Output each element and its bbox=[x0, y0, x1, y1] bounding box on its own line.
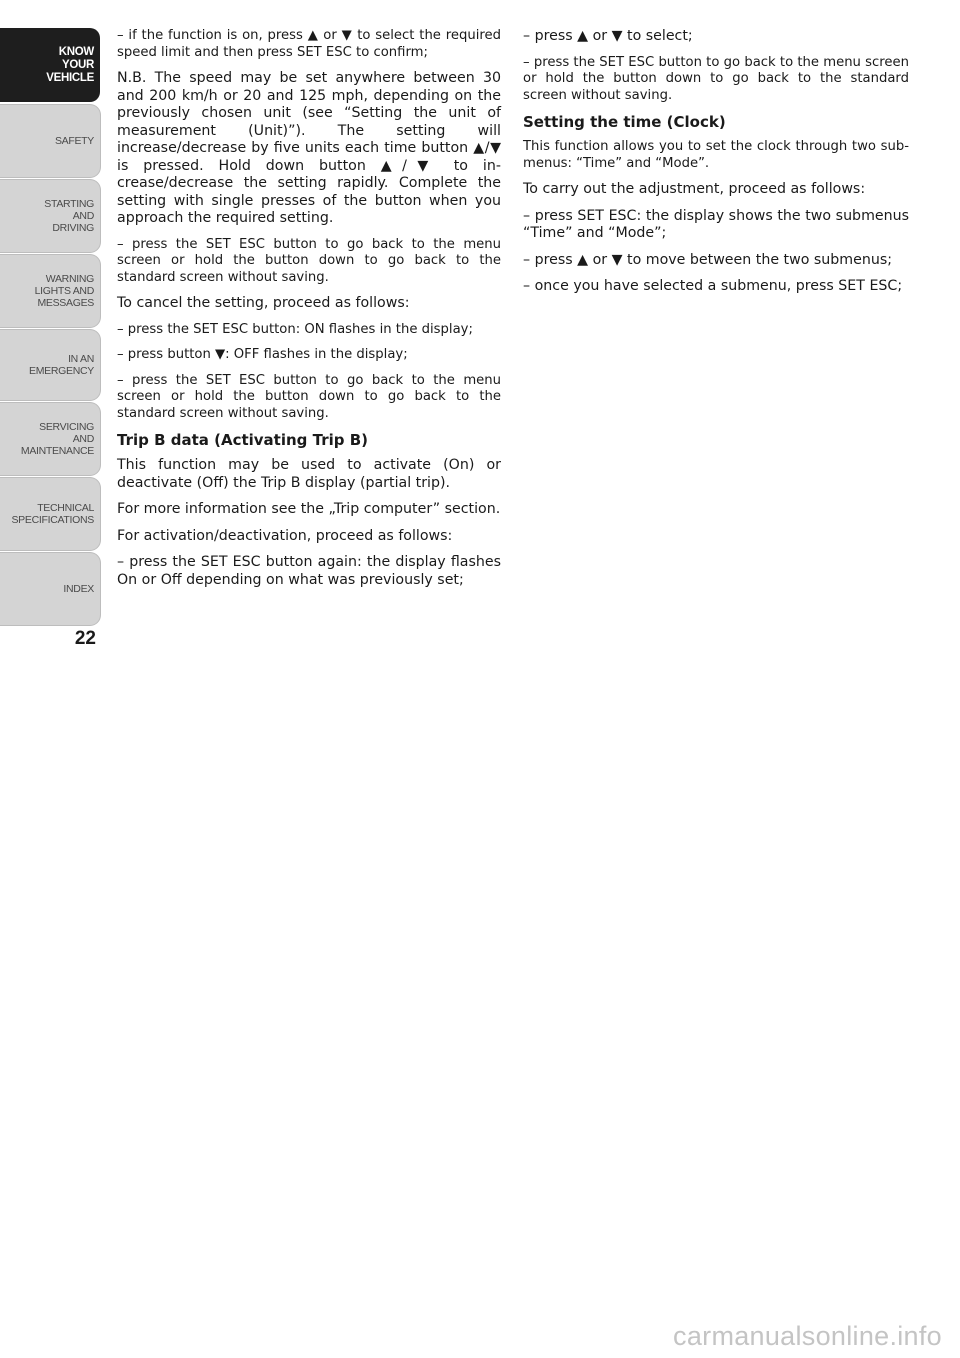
tab-label: TECHNICAL SPECIFICATIONS bbox=[11, 502, 94, 526]
paragraph: For more information see the „Trip computer” section. bbox=[117, 501, 501, 517]
paragraph: – press the SET ESC button again: the display flashes On or Off depending on what was previously set; bbox=[117, 554, 501, 588]
tab-label: INDEX bbox=[63, 583, 94, 595]
page-number: 22 bbox=[74, 628, 96, 649]
paragraph: To carry out the adjustment, proceed as follows: bbox=[523, 181, 866, 197]
paragraph: – press the SET ESC button to go back to the menu screen or hold the button down to go back to the standard screen without saving. bbox=[117, 372, 501, 421]
right-column bbox=[523, 28, 909, 305]
tab-warning-lights[interactable] bbox=[0, 255, 100, 327]
tab-servicing[interactable] bbox=[0, 403, 100, 475]
section-heading: Trip B data (Activating Trip B) bbox=[117, 431, 369, 449]
paragraph: – if the function is on, press ▲ or ▼ to select the required speed limit and then press SET ESC to confirm; bbox=[117, 28, 501, 60]
paragraph: To cancel the setting, proceed as follows: bbox=[117, 295, 410, 311]
tab-technical-specifications[interactable] bbox=[0, 478, 100, 550]
paragraph: N.B. The speed may be set anywhere between 30 and 200 km/h or 20 and 125 mph, depending on the previously chosen unit (see “Setting the unit of measurement (Unit)”). The setting will increase/decrease by five units each time button ▲/▼ is pressed. Hold down button ▲/▼ to in-crease/decrease the setting rapidly. Complete the setting with single presses of the button when you approach the required setting. bbox=[117, 70, 501, 226]
section-sidebar bbox=[0, 0, 102, 640]
paragraph: – press the SET ESC button to go back to the menu screen or hold the button down to go back to the standard screen without saving. bbox=[523, 54, 909, 103]
paragraph: – press ▲ or ▼ to move between the two submenus; bbox=[523, 251, 893, 268]
paragraph: – press SET ESC: the display shows the two submenus “Time” and “Mode”; bbox=[523, 207, 909, 241]
tab-label: IN AN EMERGENCY bbox=[29, 353, 94, 377]
paragraph: – press ▲ or ▼ to select; bbox=[523, 28, 693, 44]
tab-label: KNOW YOUR VEHICLE bbox=[46, 45, 94, 84]
paragraph: – press the SET ESC button: ON flashes in the display; bbox=[117, 321, 473, 337]
tab-label: SAFETY bbox=[54, 135, 94, 147]
tab-label: WARNING LIGHTS AND MESSAGES bbox=[34, 273, 94, 309]
tab-index[interactable] bbox=[0, 553, 100, 625]
tab-safety[interactable] bbox=[0, 105, 100, 177]
tab-label: STARTING AND DRIVING bbox=[44, 198, 94, 234]
paragraph: – press button ▼: OFF flashes in the display; bbox=[117, 347, 408, 362]
paragraph: For activation/deactivation, proceed as follows: bbox=[117, 527, 453, 544]
paragraph: – once you have selected a submenu, press SET ESC; bbox=[523, 278, 903, 294]
left-column bbox=[117, 28, 501, 598]
tab-know-your-vehicle[interactable] bbox=[0, 28, 100, 102]
tab-in-an-emergency[interactable] bbox=[0, 330, 100, 400]
watermark: carmanualsonline.info bbox=[673, 1321, 942, 1351]
tab-starting-and-driving[interactable] bbox=[0, 180, 100, 252]
section-heading: Setting the time (Clock) bbox=[523, 113, 726, 131]
paragraph: – press the SET ESC button to go back to the menu screen or hold the button down to go back to the standard screen without saving. bbox=[117, 236, 501, 285]
paragraph: This function may be used to activate (On) or deactivate (Off) the Trip B display (partial trip). bbox=[117, 457, 501, 491]
paragraph: This function allows you to set the clock through two sub-menus: “Time” and “Mode”. bbox=[523, 139, 909, 171]
tab-label: SERVICING AND MAINTENANCE bbox=[20, 421, 94, 457]
